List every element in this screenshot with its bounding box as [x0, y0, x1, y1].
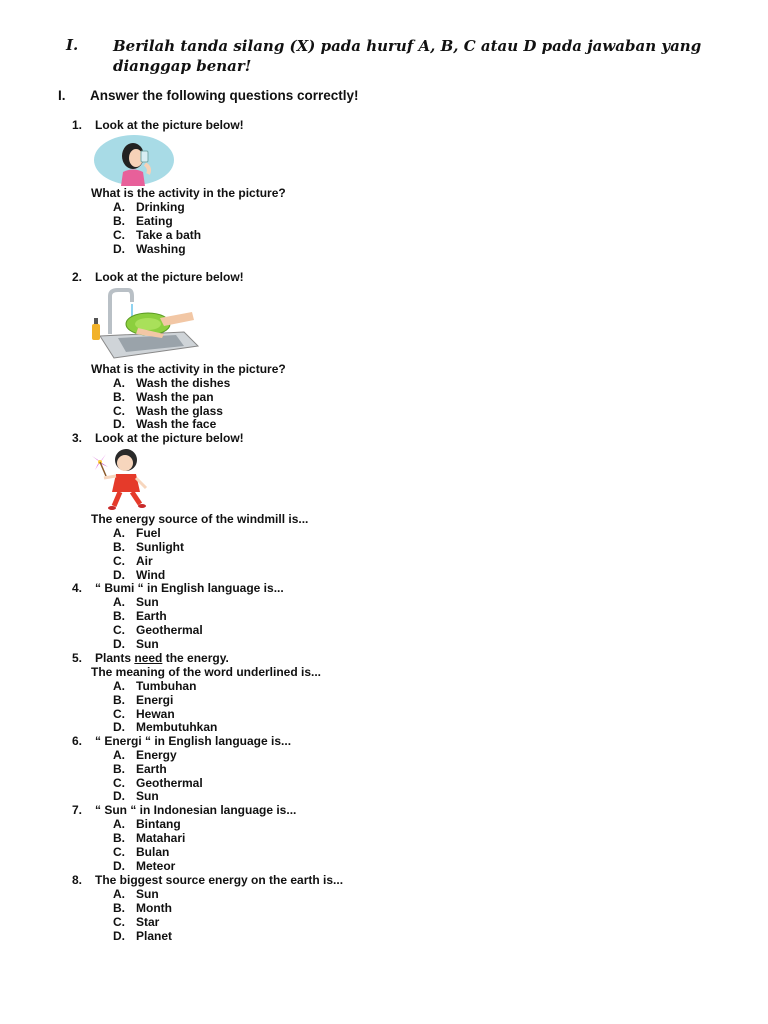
q5-option-b: Energi [136, 693, 174, 707]
question-8-number: 8. [72, 873, 83, 887]
q4-option-b-letter: B. [113, 609, 125, 623]
question-5-prompt: The meaning of the word underlined is... [91, 665, 322, 679]
q7-option-d-letter: D. [113, 859, 125, 873]
q8-option-a-letter: A. [113, 887, 125, 901]
question-5-number: 5. [72, 651, 83, 665]
q5-option-c: Hewan [136, 707, 175, 721]
q8-option-c-letter: C. [113, 915, 125, 929]
q5-option-d: Membutuhkan [136, 720, 218, 734]
q2-option-c: Wash the glass [136, 404, 223, 418]
q8-option-a: Sun [136, 887, 159, 901]
q3-option-b: Sunlight [136, 540, 184, 554]
q2-option-c-letter: C. [113, 404, 125, 418]
q4-option-b: Earth [136, 609, 167, 623]
q7-option-a-letter: A. [113, 817, 125, 831]
question-2-number: 2. [72, 270, 83, 284]
section-title: Answer the following questions correctly! [90, 88, 359, 103]
q2-option-d-letter: D. [113, 417, 125, 431]
q4-option-d-letter: D. [113, 637, 125, 651]
washing-dishes-icon [88, 288, 200, 362]
instruction-number: I. [66, 36, 79, 54]
girl-pinwheel-icon [90, 446, 152, 512]
q6-option-a: Energy [136, 748, 177, 762]
q8-option-c: Star [136, 915, 160, 929]
q3-option-b-letter: B. [113, 540, 125, 554]
q1-option-b-letter: B. [113, 214, 125, 228]
question-3-text: Look at the picture below! [95, 431, 244, 445]
question-1-text: Look at the picture below! [95, 118, 244, 132]
question-8-text: The biggest source energy on the earth is... [95, 873, 344, 887]
q7-option-c-letter: C. [113, 845, 125, 859]
question-7-text: “ Sun “ in Indonesian language is... [95, 803, 297, 817]
q4-option-c: Geothermal [136, 623, 203, 637]
question-2-prompt: What is the activity in the picture? [91, 362, 286, 376]
q4-option-c-letter: C. [113, 623, 125, 637]
girl-drinking-icon [93, 134, 175, 186]
q2-option-a: Wash the dishes [136, 376, 231, 390]
question-5-text [95, 651, 229, 665]
question-5-text-after: the energy. [162, 651, 229, 665]
q6-option-a-letter: A. [113, 748, 125, 762]
q5-option-c-letter: C. [113, 707, 125, 721]
q6-option-b-letter: B. [113, 762, 125, 776]
q2-option-a-letter: A. [113, 376, 125, 390]
q6-option-c: Geothermal [136, 776, 203, 790]
q2-option-d: Wash the face [136, 417, 217, 431]
q4-option-d: Sun [136, 637, 159, 651]
q5-option-d-letter: D. [113, 720, 125, 734]
q8-option-b: Month [136, 901, 172, 915]
q2-option-b-letter: B. [113, 390, 125, 404]
q4-option-a: Sun [136, 595, 159, 609]
q6-option-c-letter: C. [113, 776, 125, 790]
q3-option-c: Air [136, 554, 153, 568]
question-3-number: 3. [72, 431, 83, 445]
q6-option-d: Sun [136, 789, 159, 803]
q1-option-c: Take a bath [136, 228, 202, 242]
q8-option-d: Planet [136, 929, 173, 943]
q1-option-c-letter: C. [113, 228, 125, 242]
q3-option-c-letter: C. [113, 554, 125, 568]
q3-option-d: Wind [136, 568, 166, 582]
q8-option-d-letter: D. [113, 929, 125, 943]
question-4-text: “ Bumi “ in English language is... [95, 581, 284, 595]
q3-option-d-letter: D. [113, 568, 125, 582]
q1-option-a: Drinking [136, 200, 185, 214]
question-2-text: Look at the picture below! [95, 270, 244, 284]
q7-option-b-letter: B. [113, 831, 125, 845]
question-6-number: 6. [72, 734, 83, 748]
q7-option-a: Bintang [136, 817, 181, 831]
q3-option-a: Fuel [136, 526, 161, 540]
q7-option-c: Bulan [136, 845, 170, 859]
q1-option-b: Eating [136, 214, 173, 228]
question-5-text-before: Plants [95, 651, 135, 665]
q1-option-d-letter: D. [113, 242, 125, 256]
instruction-text: Berilah tanda silang (X) pada huruf A, B, C atau D pada jawaban yang dianggap benar! [113, 37, 702, 75]
q6-option-b: Earth [136, 762, 167, 776]
q5-option-b-letter: B. [113, 693, 125, 707]
q6-option-d-letter: D. [113, 789, 125, 803]
section-number: I. [58, 88, 66, 103]
q1-option-a-letter: A. [113, 200, 125, 214]
q7-option-b: Matahari [136, 831, 186, 845]
question-3-prompt: The energy source of the windmill is... [91, 512, 309, 526]
q2-option-b: Wash the pan [136, 390, 214, 404]
q7-option-d: Meteor [136, 859, 176, 873]
q3-option-a-letter: A. [113, 526, 125, 540]
q4-option-a-letter: A. [113, 595, 125, 609]
q5-option-a-letter: A. [113, 679, 125, 693]
q1-option-d: Washing [136, 242, 186, 256]
q8-option-b-letter: B. [113, 901, 125, 915]
question-1-prompt: What is the activity in the picture? [91, 186, 286, 200]
question-4-number: 4. [72, 581, 83, 595]
question-5-underlined-word: need [134, 651, 163, 665]
question-6-text: “ Energi “ in English language is... [95, 734, 292, 748]
question-7-number: 7. [72, 803, 83, 817]
question-1-number: 1. [72, 118, 83, 132]
q5-option-a: Tumbuhan [136, 679, 197, 693]
